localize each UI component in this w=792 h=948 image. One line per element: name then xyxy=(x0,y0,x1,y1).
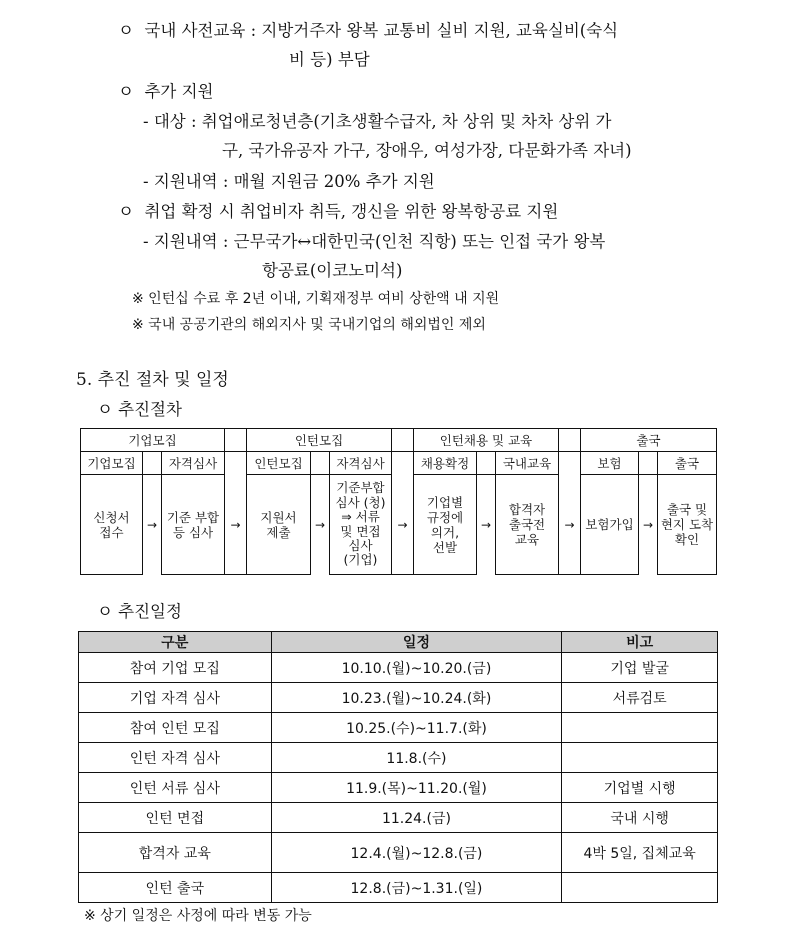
step-desc: 출국 및 현지 도착 확인 xyxy=(657,474,717,575)
step-name: 자격심사 xyxy=(329,451,392,475)
row-note: 기업 발굴 xyxy=(562,653,718,683)
row-item: 기업 자격 심사 xyxy=(79,683,272,713)
group-header: 출국 xyxy=(580,428,717,452)
row-item: 참여 기업 모집 xyxy=(79,653,272,683)
schedule-header-row xyxy=(79,632,718,653)
procedure-table xyxy=(80,428,717,575)
step-desc: 기준 부합 등 심사 xyxy=(161,474,225,575)
row-item: 인턴 출국 xyxy=(79,873,272,903)
target-line2: 구, 국가유공자 가구, 장애우, 여성가장, 다문화가족 자녀) xyxy=(222,141,632,160)
arrow-icon: → xyxy=(642,517,654,532)
table-row xyxy=(79,683,718,713)
group-header: 인턴채용 및 교육 xyxy=(413,428,559,452)
arrow-spacer xyxy=(142,451,162,475)
bullet: ㅇ xyxy=(118,82,134,101)
row-date: 12.8.(금)~1.31.(일) xyxy=(271,873,562,903)
group-header: 인턴모집 xyxy=(246,428,392,452)
step-desc: 합격자 출국전 교육 xyxy=(495,474,559,575)
procedure-title: ㅇ 추진절차 xyxy=(97,400,182,419)
target-line1: - 대상 : 취업애로청년층(기초생활수급자, 차 상위 및 차차 상위 가 xyxy=(143,112,612,131)
employment-confirmed-title xyxy=(118,198,558,222)
bullet: ㅇ xyxy=(118,202,134,221)
row-item: 합격자 교육 xyxy=(79,833,272,873)
row-note: 국내 시행 xyxy=(562,803,718,833)
arrow-icon: → xyxy=(480,517,492,532)
row-date: 11.8.(수) xyxy=(271,743,562,773)
domestic-training-line1 xyxy=(118,17,618,41)
row-note: 기업별 시행 xyxy=(562,773,718,803)
step-name: 인턴모집 xyxy=(246,451,311,475)
col-header-note: 비고 xyxy=(562,632,718,653)
step-name: 국내교육 xyxy=(495,451,559,475)
arrow-icon: → xyxy=(564,517,575,532)
col-header-date: 일정 xyxy=(271,632,562,653)
row-note xyxy=(562,743,718,773)
row-date: 10.23.(월)~10.24.(화) xyxy=(271,683,562,713)
row-note xyxy=(562,873,718,903)
row-note: 서류검토 xyxy=(562,683,718,713)
group-spacer xyxy=(558,428,581,452)
table-row xyxy=(79,803,718,833)
row-note xyxy=(562,713,718,743)
table-row xyxy=(79,653,718,683)
domestic-training-line2: 비 등) 부담 xyxy=(289,50,370,69)
arrow-icon: → xyxy=(397,517,408,532)
support-details: - 지원내역 : 매월 지원금 20% 추가 지원 xyxy=(143,172,435,191)
row-item: 인턴 서류 심사 xyxy=(79,773,272,803)
arrow-icon: → xyxy=(230,517,241,532)
schedule-table xyxy=(78,631,718,903)
step-name: 기업모집 xyxy=(80,451,143,475)
row-item: 인턴 자격 심사 xyxy=(79,743,272,773)
note-2: ※ 국내 공공기관의 해외지사 및 국내기업의 해외법인 제외 xyxy=(132,317,486,333)
table-row xyxy=(79,743,718,773)
step-desc: 보험가입 xyxy=(580,474,639,575)
step-desc: 기업별 규정에 의거, 선발 xyxy=(413,474,477,575)
step-desc: 지원서 제출 xyxy=(246,474,311,575)
additional-support-text: 추가 지원 xyxy=(144,82,214,101)
table-row xyxy=(79,873,718,903)
employment-confirmed-text: 취업 확정 시 취업비자 취득, 갱신을 위한 왕복항공료 지원 xyxy=(144,202,559,221)
row-date: 10.25.(수)~11.7.(화) xyxy=(271,713,562,743)
bullet: ㅇ xyxy=(118,21,134,40)
arrow-spacer xyxy=(310,451,330,475)
step-name: 채용확정 xyxy=(413,451,477,475)
airfare-line2: 항공료(이코노미석) xyxy=(262,261,403,280)
arrow-icon: → xyxy=(314,517,326,532)
arrow-icon: → xyxy=(146,517,158,532)
note-1: ※ 인턴십 수료 후 2년 이내, 기획재정부 여비 상한액 내 지원 xyxy=(132,291,500,307)
additional-support-title xyxy=(118,78,213,102)
arrow-spacer xyxy=(476,451,496,475)
group-spacer xyxy=(391,428,414,452)
col-header-category: 구분 xyxy=(79,632,272,653)
step-name: 보험 xyxy=(580,451,639,475)
domestic-training-text: 국내 사전교육 : 지방거주자 왕복 교통비 실비 지원, 교육실비(숙식 xyxy=(144,21,619,40)
row-item: 인턴 면접 xyxy=(79,803,272,833)
airfare-line1: - 지원내역 : 근무국가↔대한민국(인천 직항) 또는 인접 국가 왕복 xyxy=(143,232,606,251)
row-date: 12.4.(월)~12.8.(금) xyxy=(271,833,562,873)
schedule-title: ㅇ 추진일정 xyxy=(97,602,182,621)
row-item: 참여 인턴 모집 xyxy=(79,713,272,743)
arrow-spacer xyxy=(638,451,658,475)
section5-heading: 5. 추진 절차 및 일정 xyxy=(76,370,229,390)
row-note: 4박 5일, 집체교육 xyxy=(562,833,718,873)
row-date: 11.24.(금) xyxy=(271,803,562,833)
step-desc: 기준부합 심사 (청) ⇒ 서류 및 면접 심사 (기업) xyxy=(329,474,392,575)
step-name: 출국 xyxy=(657,451,717,475)
table-row xyxy=(79,773,718,803)
step-desc: 신청서 접수 xyxy=(80,474,143,575)
table-row xyxy=(79,713,718,743)
group-spacer xyxy=(224,428,247,452)
step-name: 자격심사 xyxy=(161,451,225,475)
row-date: 10.10.(월)~10.20.(금) xyxy=(271,653,562,683)
table-row xyxy=(79,833,718,873)
schedule-footnote: ※ 상기 일정은 사정에 따라 변동 가능 xyxy=(84,908,312,924)
group-header: 기업모집 xyxy=(80,428,225,452)
row-date: 11.9.(목)~11.20.(월) xyxy=(271,773,562,803)
